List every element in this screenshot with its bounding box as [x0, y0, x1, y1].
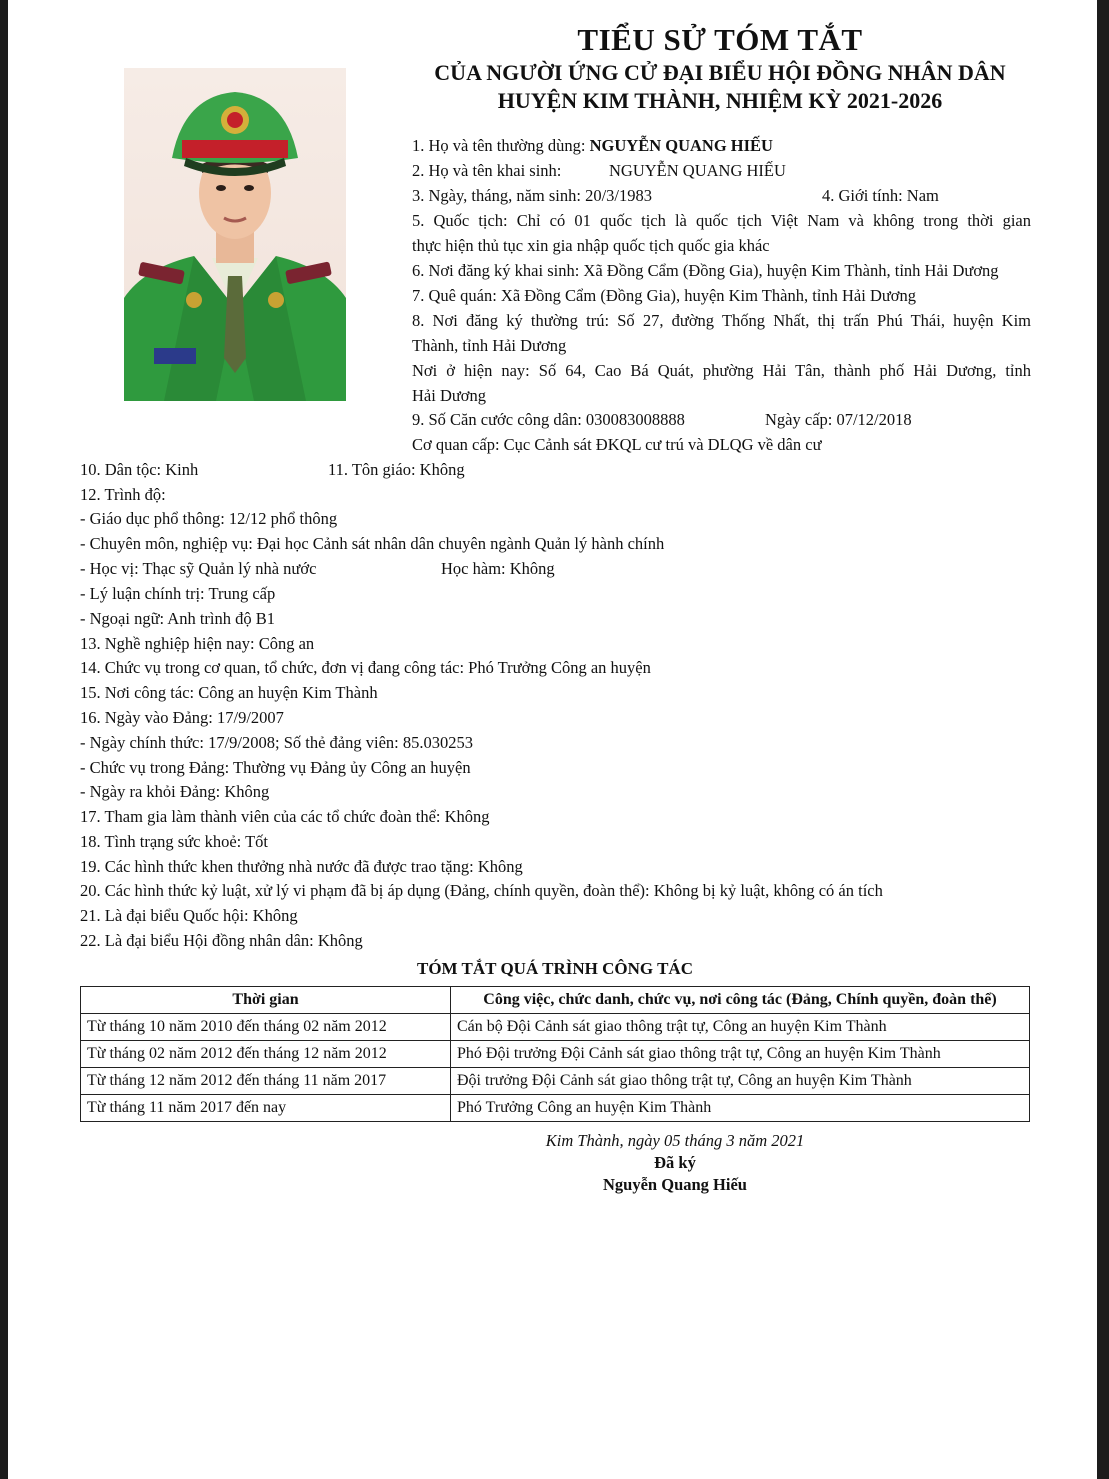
item-16-party-position: - Chức vụ trong Đảng: Thường vụ Đảng ủy Công an huyện — [80, 758, 471, 777]
item-12-language: - Ngoại ngữ: Anh trình độ B1 — [80, 609, 276, 628]
table-row — [81, 1041, 1030, 1068]
item-15: 15. Nơi công tác: Công an huyện Kim Thành — [80, 683, 378, 702]
item-6: 6. Nơi đăng ký khai sinh: Xã Đồng Cẩm (Đồng Gia), huyện Kim Thành, tỉnh Hải Dương — [412, 261, 999, 280]
item-8-line2: Thành, tỉnh Hải Dương — [412, 336, 567, 355]
item-16-leave-date: - Ngày ra khỏi Đảng: Không — [80, 782, 270, 801]
item-10: 10. Dân tộc: Kinh — [80, 460, 199, 479]
table-row — [81, 1014, 1030, 1041]
signature-name: Nguyễn Quang Hiếu — [603, 1175, 747, 1194]
item-2-value: NGUYỄN QUANG HIẾU — [609, 161, 786, 180]
row-position: Đội trưởng Đội Cảnh sát giao thông trật tự, Công an huyện Kim Thành — [451, 1068, 1030, 1095]
item-3: 3. Ngày, tháng, năm sinh: 20/3/1983 — [412, 186, 652, 205]
item-5-line2: thực hiện thủ tục xin gia nhập quốc tịch quốc gia khác — [412, 236, 770, 255]
item-12-degree: - Học vị: Thạc sỹ Quản lý nhà nước — [80, 559, 317, 578]
item-21: 21. Là đại biểu Quốc hội: Không — [80, 906, 298, 925]
item-12: 12. Trình độ: — [80, 485, 166, 504]
left-border — [0, 0, 8, 1479]
item-1-value: NGUYỄN QUANG HIẾU — [589, 136, 773, 155]
item-2-label: 2. Họ và tên khai sinh: — [412, 161, 562, 180]
table-row — [81, 1068, 1030, 1095]
item-14: 14. Chức vụ trong cơ quan, tổ chức, đơn vị đang công tác: Phó Trưởng Công an huyện — [80, 658, 651, 677]
header-position: Công việc, chức danh, chức vụ, nơi công tác (Đảng, Chính quyền, đoàn thể) — [451, 987, 1030, 1014]
row-position: Cán bộ Đội Cảnh sát giao thông trật tự, Công an huyện Kim Thành — [451, 1014, 1030, 1041]
item-11: 11. Tôn giáo: Không — [328, 460, 465, 479]
row-time: Từ tháng 02 năm 2012 đến tháng 12 năm 2012 — [81, 1041, 451, 1068]
item-4: 4. Giới tính: Nam — [822, 186, 939, 205]
current-address-line1: Nơi ở hiện nay: Số 64, Cao Bá Quát, phường Hải Tân, thành phố Hải Dương, tỉnh — [412, 361, 1031, 380]
header-time: Thời gian — [81, 987, 451, 1014]
item-9-issuer: Cơ quan cấp: Cục Cảnh sát ĐKQL cư trú và DLQG về dân cư — [412, 435, 822, 454]
item-17: 17. Tham gia làm thành viên của các tổ chức đoàn thể: Không — [80, 807, 490, 826]
work-history-title: TÓM TẮT QUÁ TRÌNH CÔNG TÁC — [417, 959, 693, 978]
item-13: 13. Nghề nghiệp hiện nay: Công an — [80, 634, 315, 653]
item-19: 19. Các hình thức khen thưởng nhà nước đã được trao tặng: Không — [80, 857, 523, 876]
item-7: 7. Quê quán: Xã Đồng Cẩm (Đồng Gia), huyện Kim Thành, tỉnh Hải Dương — [412, 286, 917, 305]
signature-signed: Đã ký — [654, 1153, 696, 1172]
portrait-photo — [124, 68, 346, 401]
row-time: Từ tháng 10 năm 2010 đến tháng 02 năm 2012 — [81, 1014, 451, 1041]
item-18: 18. Tình trạng sức khoẻ: Tốt — [80, 832, 268, 851]
item-16: 16. Ngày vào Đảng: 17/9/2007 — [80, 708, 284, 727]
item-20: 20. Các hình thức kỷ luật, xử lý vi phạm đã bị áp dụng (Đảng, chính quyền, đoàn thể): Không bị kỷ luật, không có án tích — [80, 881, 883, 900]
row-time: Từ tháng 12 năm 2012 đến tháng 11 năm 2017 — [81, 1068, 451, 1095]
item-5-line1: 5. Quốc tịch: Chỉ có 01 quốc tịch là quốc tịch Việt Nam và không trong thời gian — [412, 211, 1031, 230]
current-address-line2: Hải Dương — [412, 386, 487, 405]
document-subtitle: CỦA NGƯỜI ỨNG CỬ ĐẠI BIỂU HỘI ĐỒNG NHÂN DÂN — [434, 60, 1006, 85]
item-16-official-date: - Ngày chính thức: 17/9/2008; Số thẻ đảng viên: 85.030253 — [80, 733, 473, 752]
table-header-row — [81, 987, 1030, 1014]
signature-place-date: Kim Thành, ngày 05 tháng 3 năm 2021 — [545, 1131, 805, 1150]
item-8-line1: 8. Nơi đăng ký thường trú: Số 27, đường Thống Nhất, thị trấn Phú Thái, huyện Kim — [412, 311, 1031, 330]
row-position: Phó Trưởng Công an huyện Kim Thành — [451, 1095, 1030, 1122]
item-12-general-education: - Giáo dục phổ thông: 12/12 phổ thông — [80, 509, 338, 528]
item-12-political-theory: - Lý luận chính trị: Trung cấp — [80, 584, 276, 603]
document-term: HUYỆN KIM THÀNH, NHIỆM KỲ 2021-2026 — [497, 88, 943, 113]
row-time: Từ tháng 11 năm 2017 đến nay — [81, 1095, 451, 1122]
item-9-id: 9. Số Căn cước công dân: 030083008888 — [412, 410, 685, 429]
table-row — [81, 1095, 1030, 1122]
document-title: TIỂU SỬ TÓM TẮT — [577, 22, 863, 57]
right-border — [1097, 0, 1109, 1479]
item-1 — [412, 135, 773, 157]
item-12-academic-title: Học hàm: Không — [441, 559, 555, 578]
item-9-issue-date: Ngày cấp: 07/12/2018 — [765, 410, 912, 429]
item-1-label: 1. Họ và tên thường dùng: — [412, 136, 590, 155]
work-history-table — [80, 986, 1030, 1122]
row-position: Phó Đội trưởng Đội Cảnh sát giao thông trật tự, Công an huyện Kim Thành — [451, 1041, 1030, 1068]
item-12-specialty: - Chuyên môn, nghiệp vụ: Đại học Cảnh sát nhân dân chuyên ngành Quản lý hành chính — [80, 534, 665, 553]
item-22: 22. Là đại biểu Hội đồng nhân dân: Không — [80, 931, 363, 950]
